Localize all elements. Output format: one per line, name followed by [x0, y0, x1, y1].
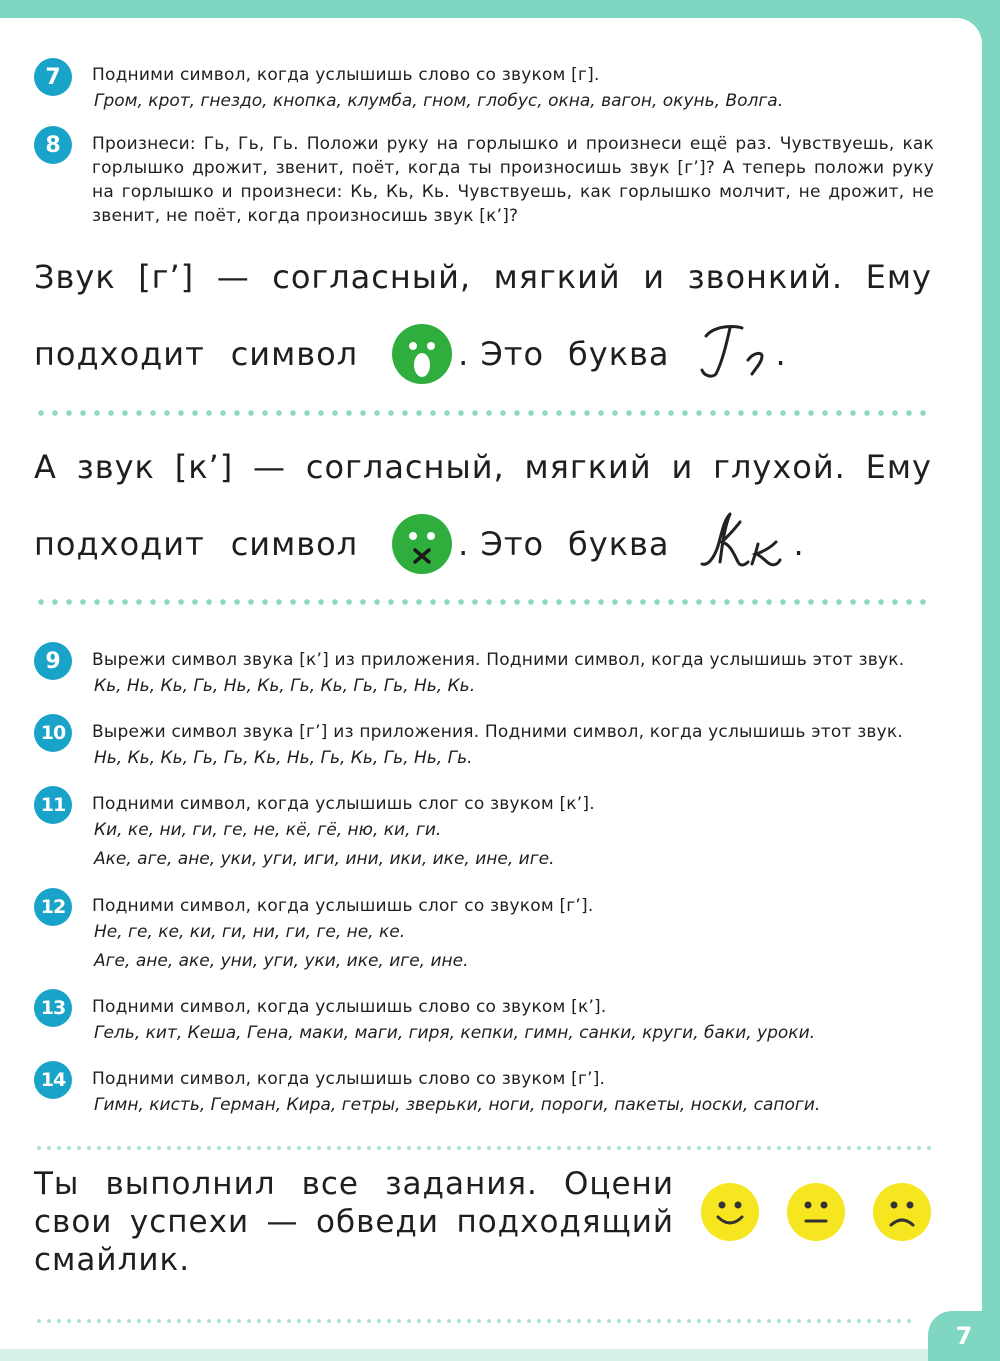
cursive-letter-g-drawing	[696, 318, 776, 382]
rule-word: символ	[230, 525, 359, 563]
rule-word: [к’]	[174, 448, 234, 486]
final-word: успехи	[129, 1204, 250, 1240]
rule-word: Звук	[34, 258, 116, 296]
rule-word: [г’]	[138, 258, 195, 296]
task-12	[34, 888, 934, 976]
task-words: Гимн, кисть, Герман, Кира, гетры, зверьки, ноги, пороги, пакеты, носки, сапоги.	[94, 1095, 821, 1115]
rule-word: . Это	[458, 335, 545, 373]
rule-k-line1	[34, 448, 932, 498]
task-9	[34, 642, 934, 701]
page-number: 7	[928, 1311, 1000, 1361]
cursive-letter-g	[696, 318, 776, 390]
task-number-badge: 13	[34, 989, 72, 1027]
task-words: Ки, ке, ни, ги, ге, не, кё, гё, ню, ки, ги.	[94, 820, 442, 840]
rule-period: .	[775, 335, 787, 373]
rule-word: мягкий	[493, 258, 621, 296]
rule-period: .	[793, 525, 805, 563]
final-word: задания.	[385, 1166, 538, 1202]
rule-word: согласный,	[305, 448, 505, 486]
task-number-badge: 14	[34, 1061, 72, 1099]
rule-g-line2	[34, 318, 932, 390]
self-assessment-text	[34, 1165, 674, 1279]
task-8	[34, 126, 934, 228]
final-word: все	[301, 1166, 359, 1202]
dotted-divider	[34, 410, 934, 416]
rule-word: Ему	[865, 258, 932, 296]
task-instruction: Вырежи символ звука [к’] из приложения. Подними символ, когда услышишь этот звук.	[92, 650, 905, 670]
task-number-badge: 7	[34, 58, 72, 96]
task-number-badge: 8	[34, 126, 72, 164]
rule-g-line1	[34, 258, 932, 308]
rule-word: —	[216, 258, 250, 296]
dotted-divider	[34, 1146, 934, 1150]
task-words: Нь, Кь, Кь, Гь, Гь, Кь, Нь, Гь, Кь, Гь, Нь, Гь.	[94, 748, 473, 768]
rule-word: звук	[76, 448, 155, 486]
neutral-smiley-icon[interactable]	[787, 1183, 845, 1241]
cursive-letter-k	[694, 508, 794, 580]
task-10	[34, 714, 934, 773]
task-number-badge: 9	[34, 642, 72, 680]
task-instruction: Подними символ, когда услышишь слово со звуком [г].	[92, 65, 600, 85]
cursive-letter-k-drawing	[694, 508, 794, 572]
rule-word: звонкий.	[687, 258, 844, 296]
final-word: обведи	[315, 1204, 439, 1240]
rule-word: подходит	[34, 335, 205, 373]
rule-word: буква	[568, 335, 670, 373]
final-word: Оцени	[563, 1166, 674, 1202]
happy-smiley-icon[interactable]	[701, 1183, 759, 1241]
final-word: свои	[34, 1204, 113, 1240]
task-number-badge: 11	[34, 786, 72, 824]
final-word: подходящий	[456, 1204, 674, 1240]
rule-word: символ	[230, 335, 359, 373]
final-word: Ты	[34, 1166, 80, 1202]
task-instruction: Подними символ, когда услышишь слово со звуком [г’].	[92, 1069, 606, 1089]
task-words: Гром, крот, гнездо, кнопка, клумба, гном, глобус, окна, вагон, окунь, Волга.	[94, 91, 784, 111]
rule-k-line2	[34, 508, 932, 580]
rule-word: и	[643, 258, 666, 296]
bottom-band	[0, 1349, 982, 1361]
rule-word: . Это	[458, 525, 545, 563]
task-instruction: Произнеси: Гь, Гь, Гь. Положи руку на горлышко и произнеси ещё раз. Чувствуешь, как горлышко дрожит, звенит, поёт, когда ты произносишь звук [г’]? А теперь положи руку на горлышко и произнеси: Кь, Кь, Кь. Чувствуешь, как горлышко молчит, не дрожит, не звенит, не поёт, когда произносишь звук [к’]?	[92, 134, 934, 226]
final-word: смайлик.	[34, 1242, 191, 1278]
task-instruction: Подними символ, когда услышишь слово со звуком [к’].	[92, 997, 607, 1017]
rule-word: мягкий	[524, 448, 652, 486]
task-instruction: Подними символ, когда услышишь слог со звуком [г’].	[92, 896, 594, 916]
rule-word: подходит	[34, 525, 205, 563]
voiced-sound-symbol-icon	[392, 324, 452, 384]
rule-g-block	[34, 258, 932, 390]
rule-k-block	[34, 448, 932, 580]
sad-smiley-icon[interactable]	[873, 1183, 931, 1241]
task-7	[34, 58, 934, 116]
task-words: Аге, ане, аке, уни, уги, уки, ике, иге, ине.	[94, 951, 469, 971]
voiceless-sound-symbol-icon	[392, 514, 452, 574]
dotted-divider	[34, 599, 934, 605]
task-13	[34, 989, 934, 1048]
bottom-dotted-divider	[34, 1319, 914, 1323]
task-words: Не, ге, ке, ки, ги, ни, ги, ге, не, ке.	[94, 922, 406, 942]
task-words: Аке, аге, ане, уки, уги, иги, ини, ики, ике, ине, иге.	[94, 849, 555, 869]
task-number-badge: 12	[34, 888, 72, 926]
task-11	[34, 786, 934, 874]
final-word: —	[266, 1204, 299, 1240]
task-words: Кь, Нь, Кь, Гь, Нь, Кь, Гь, Кь, Гь, Гь, Нь, Кь.	[94, 676, 476, 696]
task-number-badge: 10	[34, 714, 72, 752]
task-14	[34, 1061, 934, 1120]
rule-word: согласный,	[272, 258, 472, 296]
rule-word: и	[671, 448, 694, 486]
rule-word: буква	[568, 525, 670, 563]
rule-word: —	[253, 448, 287, 486]
rule-word: глухой.	[713, 448, 846, 486]
task-instruction: Вырежи символ звука [г’] из приложения. Подними символ, когда услышишь этот звук.	[92, 722, 903, 742]
rule-word: А	[34, 448, 57, 486]
final-word: выполнил	[105, 1166, 276, 1202]
task-words: Гель, кит, Кеша, Гена, маки, маги, гиря, кепки, гимн, санки, круги, баки, уроки.	[94, 1023, 816, 1043]
task-instruction: Подними символ, когда услышишь слог со звуком [к’].	[92, 794, 595, 814]
rule-word: Ему	[865, 448, 932, 486]
